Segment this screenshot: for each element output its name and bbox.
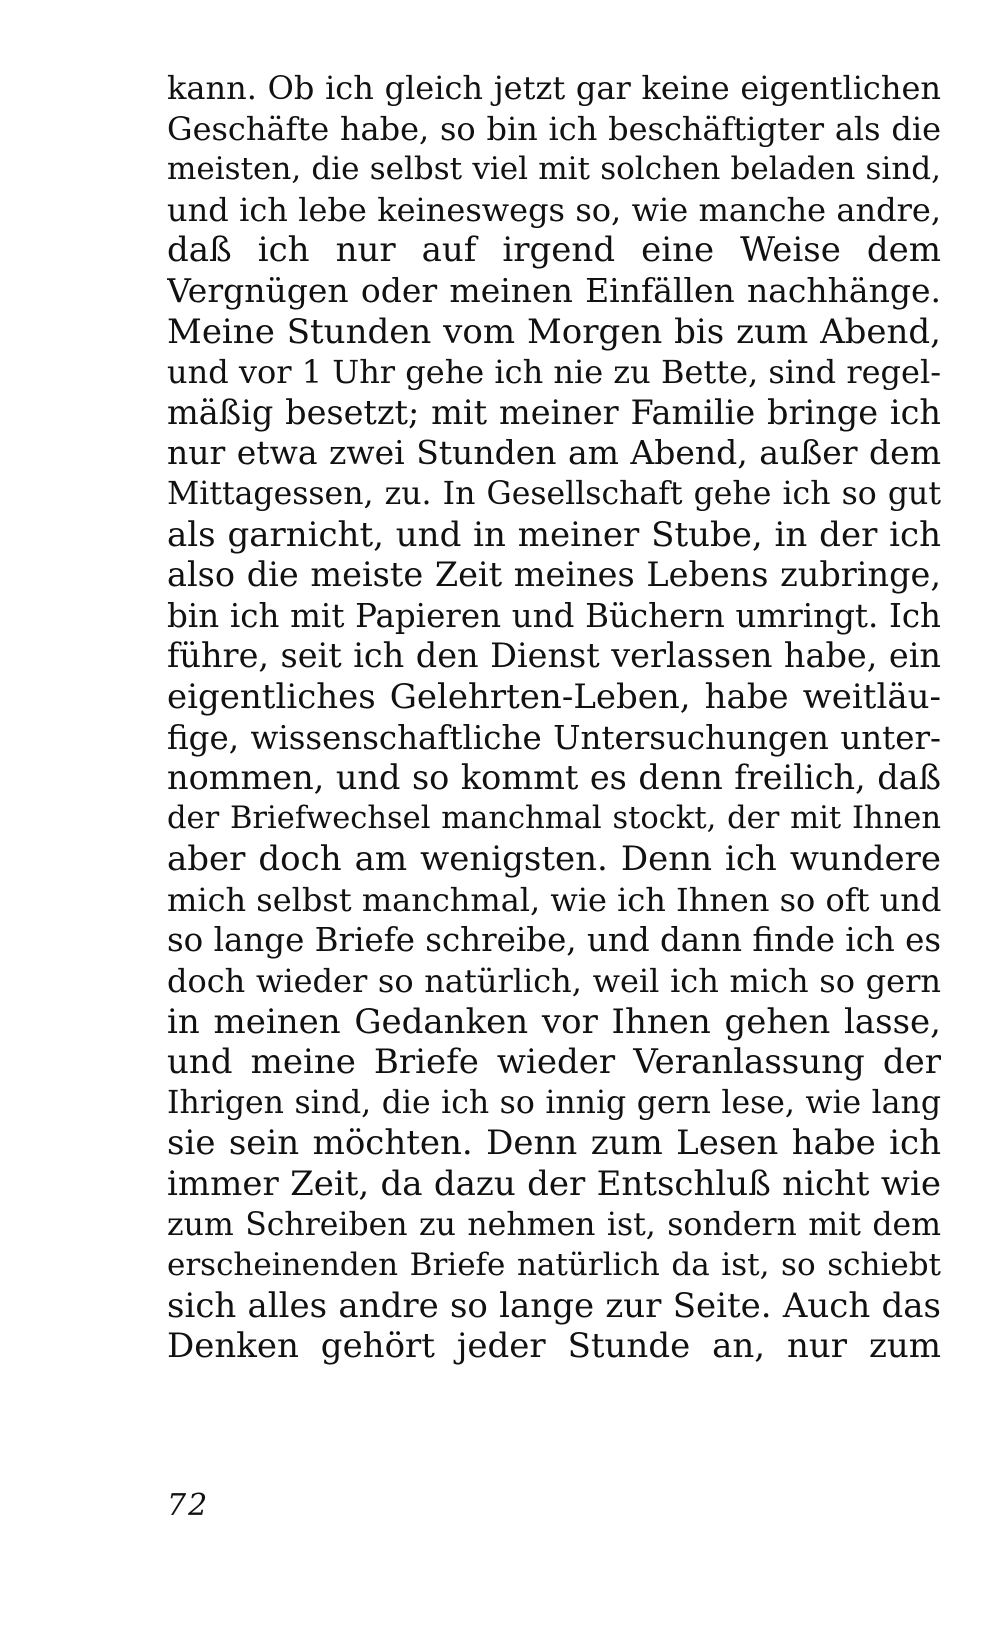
text-line: sich alles andre so lange zur Seite. Auch das [167, 1285, 941, 1326]
text-line: führe, seit ich den Dienst verlassen habe, ein [167, 636, 941, 676]
text-line: der Briefwechsel manchmal stockt, der mit Ihnen [167, 800, 941, 836]
text-line: eigentliches Gelehrten-Leben, habe weitläu- [167, 676, 941, 717]
text-line: mäßig besetzt; mit meiner Familie bringe ich [167, 392, 941, 432]
text-line: bin ich mit Papieren und Büchern umringt. Ich [167, 596, 941, 635]
text-line: erscheinenden Briefe natürlich da ist, so schiebt [167, 1247, 941, 1284]
text-line: nommen, und so kommt es denn freilich, daß [167, 758, 941, 798]
text-line: also die meiste Zeit meines Lebens zubringe, [167, 555, 941, 595]
body-text [167, 68, 941, 1367]
text-line: immer Zeit, da dazu der Entschluß nicht wie [167, 1164, 941, 1205]
text-line: Meine Stunden vom Morgen bis zum Abend, [167, 311, 941, 352]
text-line: sie sein möchten. Denn zum Lesen habe ich [167, 1123, 941, 1164]
text-line: meisten, die selbst viel mit solchen beladen sind, [167, 151, 941, 188]
text-line: fige, wissenschaftliche Untersuchungen unter- [167, 718, 941, 757]
text-line: so lange Briefe schreibe, und dann finde ich es [167, 921, 941, 960]
text-line: und vor 1 Uhr gehe ich nie zu Bette, sind regel- [167, 353, 941, 392]
text-line: als garnicht, und in meiner Stube, in der ich [167, 514, 941, 555]
text-line: in meinen Gedanken vor Ihnen gehen lasse, [167, 1001, 941, 1042]
text-line: und ich lebe keineswegs so, wie manche andre, [167, 190, 941, 229]
text-line: mich selbst manchmal, wie ich Ihnen so oft und [167, 880, 941, 919]
text-line: Ihrigen sind, die ich so innig gern lese, wie lang [167, 1084, 941, 1121]
text-line: zum Schreiben zu nehmen ist, sondern mit dem [167, 1206, 941, 1243]
page-number: 72 [167, 1488, 210, 1523]
text-line: doch wieder so natürlich, weil ich mich so gern [167, 962, 941, 1001]
text-line: daß ich nur auf irgend eine Weise dem [167, 230, 941, 271]
text-line: und meine Briefe wieder Veranlassung der [167, 1042, 941, 1083]
text-line: Mittagessen, zu. In Gesellschaft gehe ich so gut [167, 475, 941, 512]
text-line: aber doch am wenigsten. Denn ich wundere [167, 839, 941, 880]
text-line: nur etwa zwei Stunden am Abend, außer dem [167, 433, 941, 473]
text-line: Geschäfte habe, so bin ich beschäftigter als die [167, 109, 941, 148]
text-line: Denken gehört jeder Stunde an, nur zum [167, 1326, 941, 1367]
text-line: kann. Ob ich gleich jetzt gar keine eigentlichen [167, 69, 941, 107]
text-line: Vergnügen oder meinen Einfällen nachhänge. [167, 270, 941, 310]
